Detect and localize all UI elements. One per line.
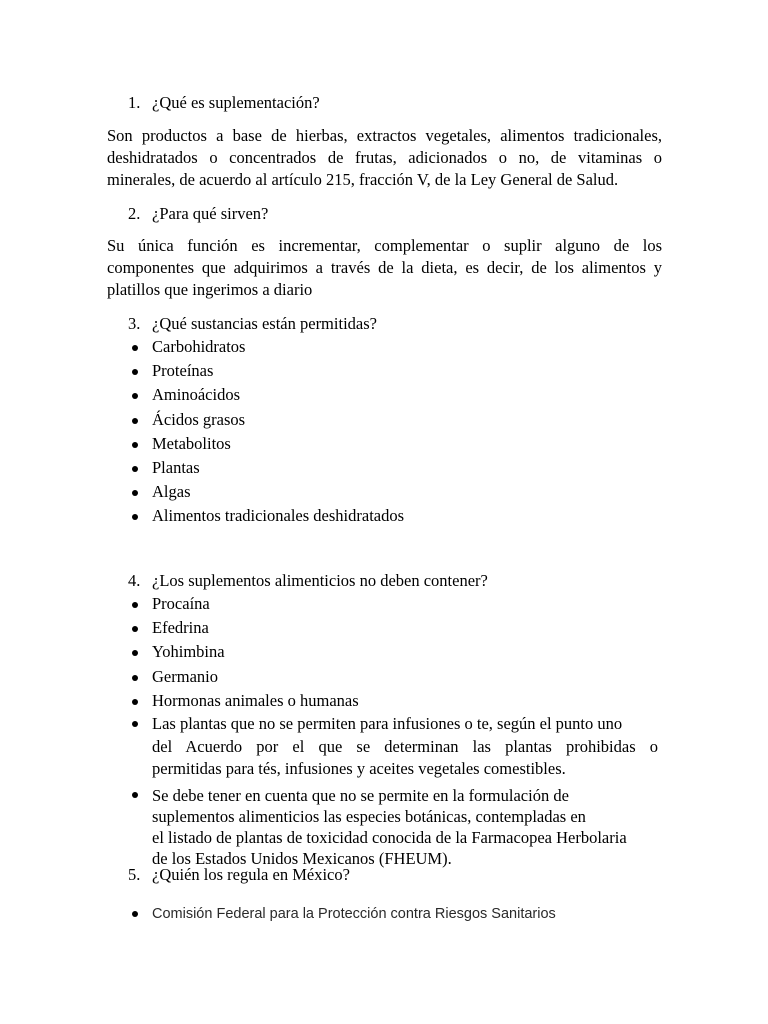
list-item: [128, 383, 668, 407]
bullet-icon: [132, 721, 138, 727]
bullet-icon: [132, 466, 138, 472]
list-item: [128, 785, 668, 869]
list-item: [128, 616, 668, 640]
question-4-number: 4.: [128, 571, 141, 590]
list-item: [128, 480, 668, 504]
bullet-icon: [132, 911, 138, 917]
question-1-number: 1.: [128, 93, 141, 112]
answer-2-line: componentes que adquirimos a través de la dieta, es decir, de los alimentos y: [107, 258, 662, 277]
bullet-icon: [132, 369, 138, 375]
list-item: [128, 713, 668, 781]
list-item-line: el listado de plantas de toxicidad conocida de la Farmacopea Herbolaria: [152, 827, 627, 847]
list-item-text: Metabolitos: [152, 433, 231, 453]
list-item-line: Se debe tener en cuenta que no se permite en la formulación de: [152, 785, 569, 805]
bullet-icon: [132, 675, 138, 681]
list-item-text: Alimentos tradicionales deshidratados: [152, 506, 405, 526]
list-item-text: Yohimbina: [152, 642, 225, 662]
list-item: [128, 335, 668, 359]
list-item-text: Ácidos grasos: [152, 409, 246, 429]
question-3: [128, 314, 377, 334]
answer-2-line: Su única función es incrementar, complementar o suplir alguno de los: [107, 236, 662, 255]
bullet-icon: [132, 650, 138, 656]
question-3-text: ¿Qué sustancias están permitidas?: [152, 314, 377, 333]
list-item: [128, 592, 668, 616]
list-item-text: Germanio: [152, 666, 218, 686]
list-item-text: Procaína: [152, 594, 210, 613]
list-item-line: permitidas para tés, infusiones y aceites vegetales comestibles.: [152, 759, 566, 779]
bullet-icon: [132, 442, 138, 448]
question-4-text: ¿Los suplementos alimenticios no deben contener?: [152, 571, 488, 590]
answer-1-paragraph: [107, 125, 662, 191]
bullet-icon: [132, 490, 138, 496]
bullet-icon: [132, 514, 138, 520]
list-item: [128, 689, 668, 713]
list-item-text: Plantas: [152, 458, 200, 478]
question-5-number: 5.: [128, 865, 141, 884]
list-item: [128, 504, 668, 528]
list-item: [128, 640, 668, 664]
list-item-text: Carbohidratos: [152, 337, 246, 356]
question-4: [128, 571, 488, 591]
question-5: [128, 865, 350, 885]
list-item-text: Aminoácidos: [152, 385, 240, 405]
forbidden-substances-list: [128, 592, 668, 869]
bullet-icon: [132, 699, 138, 705]
list-item: [128, 665, 668, 689]
question-2: [128, 204, 268, 224]
list-item: [128, 456, 668, 480]
allowed-substances-list: [128, 335, 668, 529]
question-2-text: ¿Para qué sirven?: [152, 204, 269, 223]
list-item: [128, 432, 668, 456]
list-item-text: Hormonas animales o humanas: [152, 690, 359, 710]
bullet-icon: [132, 602, 138, 608]
list-item: [128, 359, 668, 383]
bullet-icon: [132, 393, 138, 399]
answer-2-line: platillos que ingerimos a diario: [107, 280, 313, 299]
bullet-icon: [132, 345, 138, 351]
list-item-text: Algas: [152, 482, 191, 502]
list-item-line: Las plantas que no se permiten para infusiones o te, según el punto uno: [152, 714, 623, 734]
bullet-icon: [132, 418, 138, 424]
answer-1-line: minerales, de acuerdo al artículo 215, fracción V, de la Ley General de Salud.: [107, 170, 619, 189]
list-item: [128, 901, 668, 926]
question-1: [128, 93, 320, 113]
list-item-text: Proteínas: [152, 361, 214, 381]
list-item-line: suplementos alimenticios las especies botánicas, contempladas en: [152, 806, 586, 826]
regulator-list: [128, 901, 668, 926]
list-item-text: Efedrina: [152, 618, 209, 638]
bullet-icon: [132, 626, 138, 632]
answer-1-line: deshidratados o concentrados de frutas, adicionados o no, de vitaminas o: [107, 148, 662, 167]
list-item-line: del Acuerdo por el que se determinan las plantas prohibidas o: [152, 736, 658, 756]
list-item-line: de los Estados Unidos Mexicanos (FHEUM).: [152, 848, 452, 868]
bullet-icon: [132, 792, 138, 798]
question-3-number: 3.: [128, 314, 141, 333]
answer-1-line: Son productos a base de hierbas, extractos vegetales, alimentos tradicionales,: [107, 126, 662, 145]
list-item: [128, 408, 668, 432]
question-2-number: 2.: [128, 204, 141, 223]
question-5-text: ¿Quién los regula en México?: [152, 865, 350, 884]
question-1-text: ¿Qué es suplementación?: [152, 93, 320, 112]
answer-2-paragraph: [107, 235, 662, 301]
list-item-text: Comisión Federal para la Protección contra Riesgos Sanitarios: [152, 906, 556, 922]
